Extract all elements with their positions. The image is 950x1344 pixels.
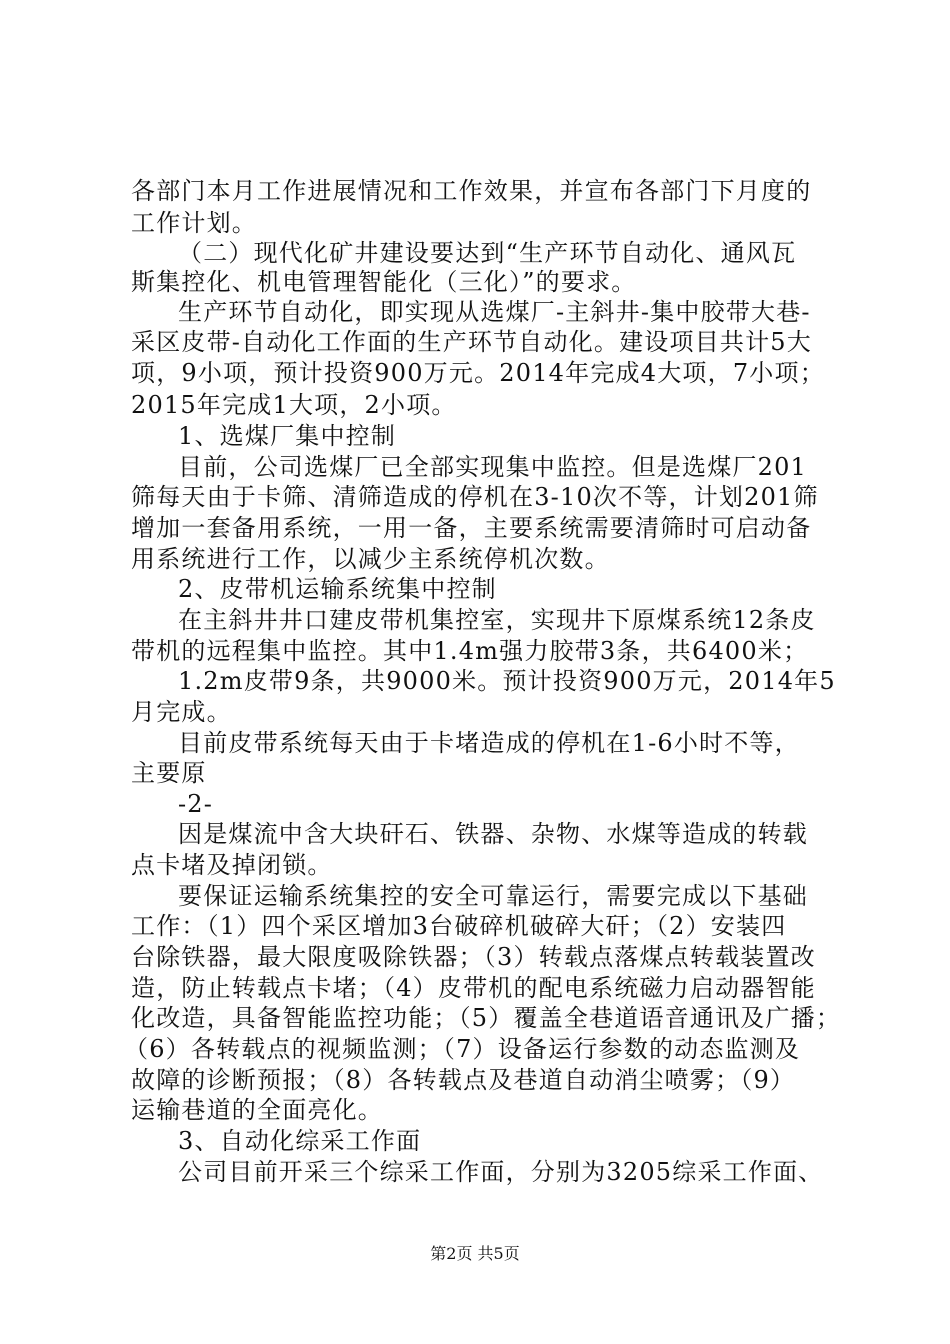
body-text-line: 要保证运输系统集控的安全可靠运行，需要完成以下基础 bbox=[178, 882, 808, 910]
body-text-line: （6）各转载点的视频监测；（7）设备运行参数的动态监测及 bbox=[124, 1035, 801, 1063]
body-text-line: 增加一套备用系统，一用一备，主要系统需要清筛时可启动备 bbox=[131, 514, 812, 542]
body-text-line: 台除铁器，最大限度吸除铁器；（3）转载点落煤点转载装置改 bbox=[131, 943, 816, 971]
body-text-line: 化改造，具备智能监控功能；（5）覆盖全巷道语音通讯及广播； bbox=[131, 1004, 842, 1032]
body-text-line: 筛每天由于卡筛、清筛造成的停机在3-10次不等，计划201筛 bbox=[131, 483, 819, 511]
page-number-label: 第2页 共5页 bbox=[430, 1244, 520, 1263]
body-text-line: 造，防止转载点卡堵；（4）皮带机的配电系统磁力启动器智能 bbox=[131, 974, 816, 1002]
body-text-line: 工作：（1）四个采区增加3台破碎机破碎大矸；（2）安装四 bbox=[131, 912, 787, 940]
body-text-line: 点卡堵及掉闭锁。 bbox=[131, 851, 333, 879]
body-text-line: 1.2m皮带9条，共9000米。预计投资900万元，2014年5 bbox=[178, 667, 836, 695]
body-text-line: 月完成。 bbox=[131, 698, 232, 726]
body-text-line: 带机的远程集中监控。其中1.4m强力胶带3条，共6400米； bbox=[131, 637, 809, 665]
section-heading: 2、皮带机运输系统集中控制 bbox=[178, 575, 497, 603]
body-text-line: 2015年完成1大项，2小项。 bbox=[131, 391, 457, 419]
section-heading: 1、选煤厂集中控制 bbox=[178, 422, 397, 450]
page-footer bbox=[0, 1244, 950, 1264]
body-text-line: 采区皮带-自动化工作面的生产环节自动化。建设项目共计5大 bbox=[131, 328, 812, 356]
section-heading: 3、自动化综采工作面 bbox=[178, 1127, 422, 1155]
body-text-line: 项，9小项，预计投资900万元。2014年完成4大项，7小项； bbox=[131, 359, 825, 387]
inline-page-marker: -2- bbox=[178, 790, 214, 818]
body-text-line: 生产环节自动化，即实现从选煤厂-主斜井-集中胶带大巷- bbox=[178, 298, 811, 326]
body-text-line: 目前皮带系统每天由于卡堵造成的停机在1-6小时不等， bbox=[178, 729, 800, 757]
body-text-line: 斯集控化、机电管理智能化（三化）”的要求。 bbox=[131, 268, 637, 296]
body-text-line: 工作计划。 bbox=[131, 209, 257, 237]
body-text-line: 运输巷道的全面亮化。 bbox=[131, 1096, 383, 1124]
body-text-line: 目前，公司选煤厂已全部实现集中监控。但是选煤厂201 bbox=[178, 453, 808, 481]
body-text-line: 故障的诊断预报；（8）各转载点及巷道自动消尘喷雾；（9） bbox=[131, 1066, 796, 1094]
body-text-line: 因是煤流中含大块矸石、铁器、杂物、水煤等造成的转载 bbox=[178, 820, 808, 848]
body-text-line: 在主斜井井口建皮带机集控室，实现井下原煤系统12条皮 bbox=[178, 606, 816, 634]
body-text-line: 主要原 bbox=[131, 759, 207, 787]
body-text-line: 各部门本月工作进展情况和工作效果，并宣布各部门下月度的 bbox=[131, 177, 812, 205]
body-text-line: （二）现代化矿井建设要达到“生产环节自动化、通风瓦 bbox=[178, 239, 797, 267]
body-text-line: 用系统进行工作，以减少主系统停机次数。 bbox=[131, 545, 610, 573]
body-text-line: 公司目前开采三个综采工作面，分别为3205综采工作面、 bbox=[178, 1158, 824, 1186]
